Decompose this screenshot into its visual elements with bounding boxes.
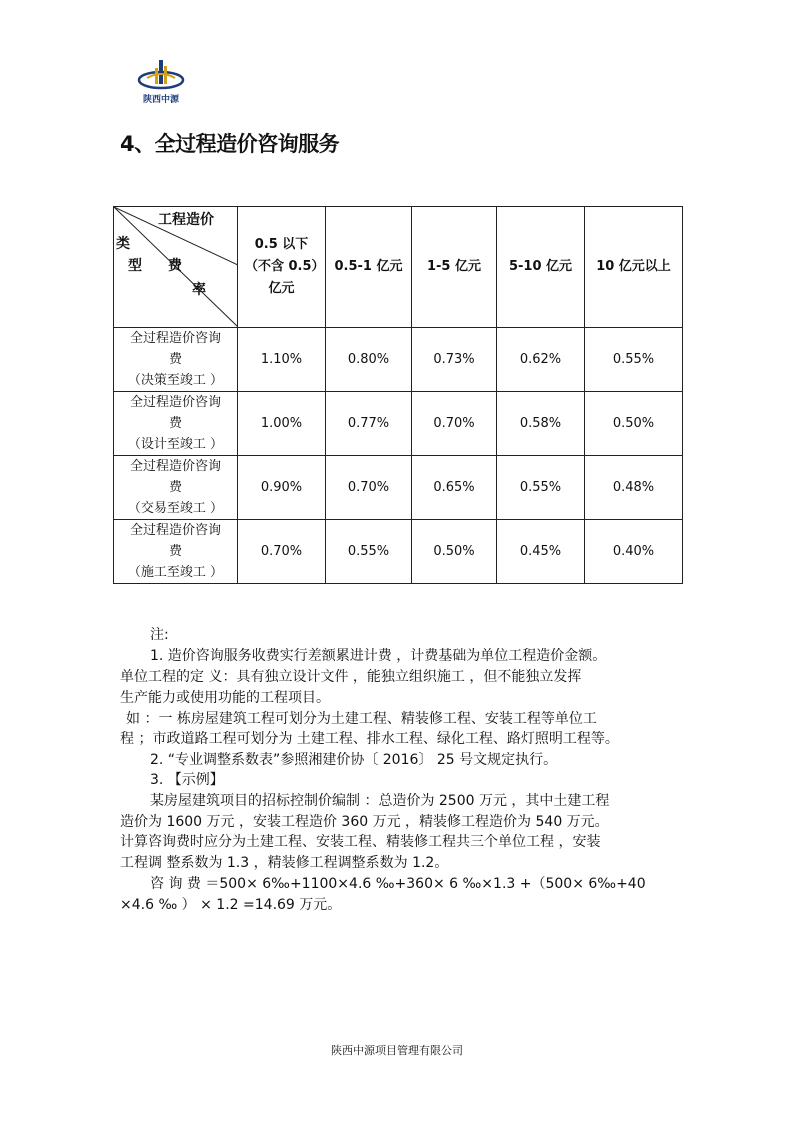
table-cell: 0.40% bbox=[585, 520, 683, 584]
header-cell: 1-5 亿元 bbox=[412, 207, 497, 328]
table-cell: 0.77% bbox=[326, 392, 412, 456]
table-cell: 0.73% bbox=[412, 328, 497, 392]
page-footer: 陕西中源项目管理有限公司 bbox=[331, 1044, 463, 1057]
table-cell: 0.65% bbox=[412, 456, 497, 520]
example-line: 造价为 1600 万元 ，安装工程造价 360 万元 ，精装修工程造价为 540 万元。 bbox=[120, 814, 609, 830]
page-title: 4、全过程造价咨询服务 bbox=[120, 132, 340, 156]
table-cell: 0.50% bbox=[585, 392, 683, 456]
table-cell: 1.10% bbox=[238, 328, 326, 392]
note-line: 3. 【示例】 bbox=[150, 772, 224, 788]
table-cell: 0.48% bbox=[585, 456, 683, 520]
corner-label-left2: 型 bbox=[128, 258, 142, 274]
example-line: 工程调 整系数为 1.3 ，精装修工程调整系数为 1.2。 bbox=[120, 855, 449, 871]
example-line: 某房屋建筑项目的招标控制价编制 ：总造价为 2500 万元 ，其中土建工程 bbox=[150, 793, 610, 809]
company-logo bbox=[133, 56, 189, 104]
table-cell: 0.50% bbox=[412, 520, 497, 584]
note-line: 2. “专业调整系数表”参照湘建价协〔 2016〕 25 号文规定执行。 bbox=[150, 752, 558, 768]
table-cell: 0.70% bbox=[326, 456, 412, 520]
table-cell: 0.90% bbox=[238, 456, 326, 520]
row-label: 全过程造价咨询 费 （设计至竣工 ） bbox=[114, 392, 238, 456]
table-row bbox=[114, 456, 683, 520]
header-cell: 0.5 以下（不含 0.5）亿元 bbox=[238, 207, 326, 328]
row-label: 全过程造价咨询 费 （施工至竣工 ） bbox=[114, 520, 238, 584]
example-line: 计算咨询费时应分为土建工程、安装工程、精装修工程共三个单位工程 ，安装 bbox=[120, 834, 601, 850]
note-line: 单位工程的定 义：具有独立设计文件 ，能独立组织施工 ，但不能独立发挥 bbox=[120, 669, 582, 685]
header-cell: 0.5-1 亿元 bbox=[326, 207, 412, 328]
table-row bbox=[114, 520, 683, 584]
corner-label-top: 工程造价 bbox=[158, 212, 214, 228]
row-label: 全过程造价咨询 费 （交易至竣工 ） bbox=[114, 456, 238, 520]
example-line: 咨 询 费 ＝500× 6‰+1100×4.6 ‰+360× 6 ‰×1.3 +（500× 6‰+40 bbox=[150, 876, 646, 892]
header-cell: 5-10 亿元 bbox=[497, 207, 585, 328]
table-cell: 0.45% bbox=[497, 520, 585, 584]
note-line: 1. 造价咨询服务收费实行差额累进计费 ，计费基础为单位工程造价金额。 bbox=[150, 648, 607, 664]
note-line: 程 ；市政道路工程可划分为 土建工程、排水工程、绿化工程、路灯照明工程等。 bbox=[120, 731, 619, 747]
row-label: 全过程造价咨询 费 （决策至竣工 ） bbox=[114, 328, 238, 392]
notes-heading: 注: bbox=[150, 627, 169, 643]
fee-table bbox=[113, 206, 683, 584]
header-cell: 10 亿元以上 bbox=[585, 207, 683, 328]
table-cell: 0.55% bbox=[497, 456, 585, 520]
table-cell: 0.70% bbox=[412, 392, 497, 456]
corner-cell bbox=[114, 207, 238, 328]
note-line: 生产能力或使用功能的工程项目。 bbox=[120, 690, 330, 706]
table-header-row bbox=[114, 207, 683, 328]
table-cell: 0.80% bbox=[326, 328, 412, 392]
note-line: 如 ：一 栋房屋建筑工程可划分为土建工程、精装修工程、安装工程等单位工 bbox=[126, 711, 597, 727]
logo-text: 陕西中源 bbox=[142, 95, 179, 105]
corner-label-mid: 费 bbox=[168, 258, 182, 274]
table-cell: 0.58% bbox=[497, 392, 585, 456]
corner-label-bottom: 率 bbox=[192, 282, 206, 298]
logo-emblem-icon bbox=[133, 56, 189, 92]
table-cell: 0.62% bbox=[497, 328, 585, 392]
corner-label-left: 类 bbox=[116, 236, 130, 252]
table-row bbox=[114, 392, 683, 456]
table-cell: 0.55% bbox=[585, 328, 683, 392]
table-cell: 1.00% bbox=[238, 392, 326, 456]
example-line: ×4.6 ‰ ） × 1.2 =14.69 万元。 bbox=[120, 897, 342, 913]
table-cell: 0.55% bbox=[326, 520, 412, 584]
table-row bbox=[114, 328, 683, 392]
table-cell: 0.70% bbox=[238, 520, 326, 584]
